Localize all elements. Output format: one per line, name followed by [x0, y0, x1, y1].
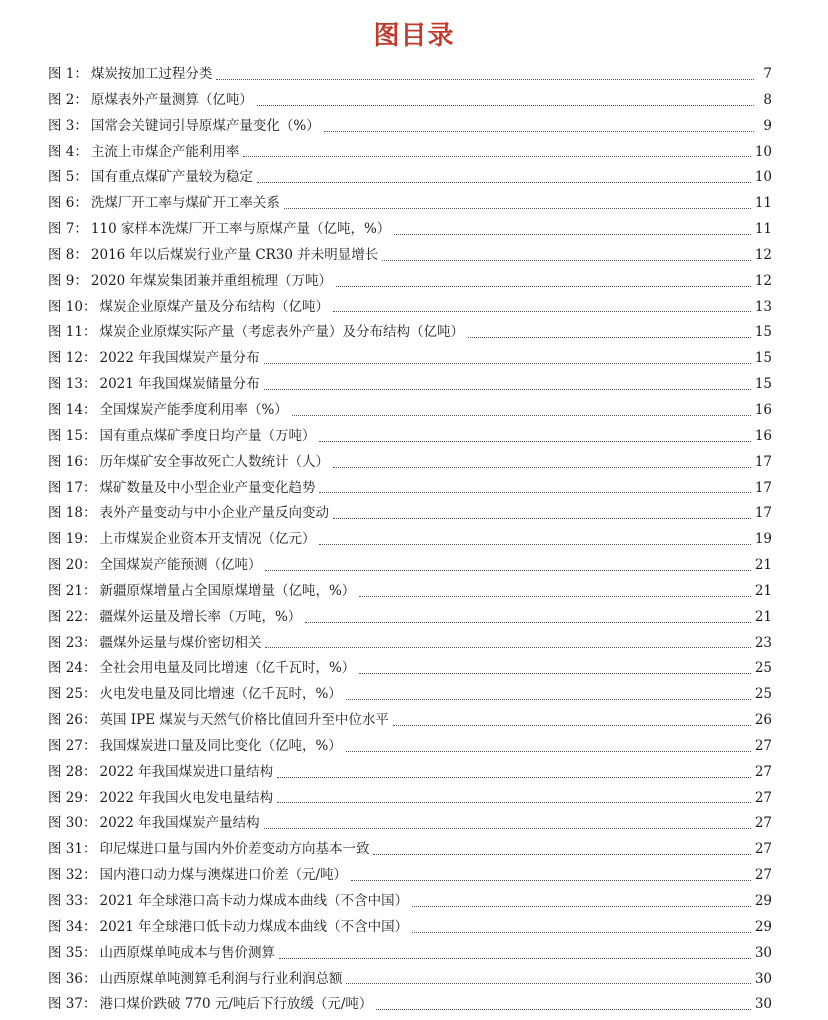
toc-entry-page-number[interactable]: 12 [754, 246, 772, 263]
toc-entry[interactable] [48, 708, 772, 734]
toc-entry-label: 图 17： [48, 479, 97, 496]
toc-entry-label: 图 14： [48, 401, 97, 418]
toc-entry-label: 图 37： [48, 996, 97, 1013]
toc-entry-label: 图 30： [48, 815, 97, 832]
toc-entry-page-number[interactable]: 27 [754, 815, 772, 832]
toc-entry[interactable] [48, 295, 772, 321]
toc-entry-label: 图 2： [48, 91, 88, 108]
toc-entry-label: 图 11： [48, 324, 97, 341]
toc-dot-leader [264, 388, 751, 390]
toc-entry[interactable] [48, 967, 772, 993]
toc-entry-label: 图 22： [48, 608, 97, 625]
toc-entry-page-number[interactable]: 7 [763, 66, 772, 82]
toc-entry[interactable] [48, 372, 772, 398]
toc-entry-label: 图 19： [48, 531, 97, 548]
toc-entry[interactable] [48, 191, 772, 217]
toc-entry-page-number[interactable]: 11 [754, 195, 772, 212]
toc-entry-title[interactable]: 2020 年煤炭集团兼并重组梳理（万吨） [90, 272, 333, 289]
toc-dot-leader [277, 776, 751, 778]
toc-entry-label: 图 12： [48, 350, 97, 367]
toc-entry-title[interactable]: 煤炭企业原煤产量及分布结构（亿吨） [99, 298, 329, 315]
toc-entry-title[interactable]: 港口煤价跌破 770 元/吨后下行放缓（元/吨） [99, 996, 373, 1013]
toc-entry-page-number[interactable]: 17 [754, 505, 772, 522]
toc-entry-page-number[interactable]: 30 [754, 996, 772, 1013]
toc-entry-title[interactable]: 全国煤炭产能预测（亿吨） [99, 557, 262, 574]
toc-entry-label: 图 1： [48, 66, 88, 82]
toc-entry-title[interactable]: 我国煤炭进口量及同比变化（亿吨，%） [99, 737, 342, 754]
toc-entry[interactable] [48, 527, 772, 553]
toc-entry-title[interactable]: 全国煤炭产能季度利用率（%） [99, 401, 288, 418]
toc-entry-title[interactable]: 山西原煤单吨测算毛利润与行业利润总额 [99, 970, 343, 987]
toc-entry-title[interactable]: 2016 年以后煤炭行业产量 CR30 并未明显增长 [90, 246, 379, 263]
toc-dot-leader [336, 285, 751, 287]
toc-entry-page-number[interactable]: 27 [754, 841, 772, 858]
toc-entry-label: 图 18： [48, 505, 97, 522]
toc-entry-label: 图 24： [48, 660, 97, 677]
toc-entry-page-number[interactable]: 27 [754, 789, 772, 806]
toc-entry-title[interactable]: 国有重点煤矿季度日均产量（万吨） [99, 427, 316, 444]
toc-entry[interactable] [48, 811, 772, 837]
toc-entry-page-number[interactable]: 21 [754, 608, 772, 625]
toc-entry-title[interactable]: 山西原煤单吨成本与售价测算 [99, 944, 275, 961]
toc-entry-title[interactable]: 煤炭企业原煤实际产量（考虑表外产量）及分布结构（亿吨） [99, 324, 464, 341]
toc-entry[interactable] [48, 682, 772, 708]
toc-entry-page-number[interactable]: 9 [763, 117, 772, 134]
toc-entry[interactable] [48, 734, 772, 760]
toc-entry-page-number[interactable]: 29 [754, 918, 772, 935]
toc-dot-leader [319, 440, 750, 442]
toc-entry[interactable] [48, 915, 772, 941]
toc-dot-leader [382, 259, 751, 261]
toc-dot-leader [376, 1008, 750, 1010]
toc-entry-label: 图 6： [48, 195, 88, 212]
toc-entry-title[interactable]: 煤炭按加工过程分类 [90, 66, 213, 82]
toc-entry-page-number[interactable]: 27 [754, 763, 772, 780]
toc-entry-title[interactable]: 2021 年全球港口低卡动力煤成本曲线（不含中国） [99, 918, 409, 935]
toc-entry[interactable] [48, 243, 772, 269]
toc-entry[interactable] [48, 837, 772, 863]
toc-entry-page-number[interactable]: 10 [754, 143, 772, 160]
toc-dot-leader [257, 104, 754, 106]
toc-dot-leader [393, 724, 751, 726]
toc-entry-page-number[interactable]: 17 [754, 453, 772, 470]
toc-entry[interactable] [48, 346, 772, 372]
toc-entry-page-number[interactable]: 16 [754, 401, 772, 418]
toc-entry-page-number[interactable]: 10 [754, 169, 772, 186]
toc-entry-title[interactable]: 火电发电量及同比增速（亿千瓦时，%） [99, 686, 342, 703]
toc-dot-leader [346, 982, 750, 984]
toc-entry-title[interactable]: 国常会关键词引导原煤产量变化（%） [90, 117, 320, 134]
toc-entry[interactable] [48, 450, 772, 476]
toc-entry-label: 图 35： [48, 944, 97, 961]
toc-entry-page-number[interactable]: 30 [754, 944, 772, 961]
toc-entry[interactable] [48, 579, 772, 605]
toc-entry-label: 图 20： [48, 557, 97, 574]
toc-entry[interactable] [48, 863, 772, 889]
toc-entry-label: 图 33： [48, 893, 97, 909]
toc-dot-leader [279, 957, 751, 959]
toc-entry-title[interactable]: 2022 年我国火电发电量结构 [99, 789, 274, 806]
toc-entry[interactable] [48, 656, 772, 682]
toc-dot-leader [257, 181, 751, 183]
toc-entry[interactable] [48, 424, 772, 450]
toc-entry-page-number[interactable]: 21 [754, 557, 772, 574]
toc-entry-title[interactable]: 2021 年我国煤炭储量分布 [99, 376, 260, 393]
toc-entry-title[interactable]: 印尼煤进口量与国内外价差变动方向基本一致 [99, 841, 370, 858]
toc-entry[interactable] [48, 88, 772, 114]
toc-entry[interactable] [48, 62, 772, 88]
toc-entry[interactable] [48, 320, 772, 346]
toc-dot-leader [359, 595, 751, 597]
toc-entry[interactable] [48, 631, 772, 657]
toc-entry-label: 图 29： [48, 789, 97, 806]
toc-dot-leader [264, 827, 751, 829]
toc-entry-label: 图 5： [48, 169, 88, 186]
toc-entry-title[interactable]: 主流上市煤企产能利用率 [90, 143, 240, 160]
toc-entry-label: 图 10： [48, 298, 97, 315]
toc-entry-page-number[interactable]: 21 [754, 582, 772, 599]
toc-dot-leader [412, 905, 751, 907]
toc-entry-page-number[interactable]: 23 [754, 634, 772, 651]
toc-entry-label: 图 7： [48, 221, 88, 238]
toc-entry-label: 图 13： [48, 376, 97, 393]
toc-entry-label: 图 31： [48, 841, 97, 858]
toc-entry-title[interactable]: 110 家样本洗煤厂开工率与原煤产量（亿吨，%） [90, 221, 391, 238]
toc-entry[interactable] [48, 941, 772, 967]
toc-entry[interactable] [48, 269, 772, 295]
toc-dot-leader [373, 853, 750, 855]
toc-dot-leader [324, 130, 754, 132]
toc-dot-leader [468, 336, 751, 338]
toc-entry-page-number[interactable]: 13 [754, 298, 772, 315]
toc-entry-label: 图 8： [48, 246, 88, 263]
toc-dot-leader [333, 466, 751, 468]
toc-entry-label: 图 25： [48, 686, 97, 703]
toc-entry-title[interactable]: 洗煤厂开工率与煤矿开工率关系 [90, 195, 280, 212]
toc-entry[interactable] [48, 992, 772, 1018]
toc-entry[interactable] [48, 501, 772, 527]
toc-entry-page-number[interactable]: 25 [754, 686, 772, 703]
toc-entry-page-number[interactable]: 26 [754, 712, 772, 729]
toc-entry-title[interactable]: 国有重点煤矿产量较为稳定 [90, 169, 253, 186]
toc-entry-label: 图 4： [48, 143, 88, 160]
toc-entry-title[interactable]: 疆煤外运量与煤价密切相关 [99, 634, 262, 651]
toc-entry-page-number[interactable]: 30 [754, 970, 772, 987]
toc-entry[interactable] [48, 476, 772, 502]
toc-dot-leader [319, 543, 750, 545]
page-title: 图目录 [373, 21, 455, 51]
toc-dot-leader [359, 672, 751, 674]
toc-entry[interactable] [48, 889, 772, 915]
toc-entry-page-number[interactable]: 11 [754, 221, 772, 238]
toc-entry-label: 图 34： [48, 918, 97, 935]
toc-entry[interactable] [48, 140, 772, 166]
toc-entry[interactable] [48, 605, 772, 631]
toc-entry-label: 图 36： [48, 970, 97, 987]
toc-entry-title[interactable]: 疆煤外运量及增长率（万吨，%） [99, 608, 302, 625]
toc-entry-page-number[interactable]: 29 [754, 893, 772, 909]
toc-entry-label: 图 23： [48, 634, 97, 651]
toc-entry-title[interactable]: 国内港口动力煤与澳煤进口价差（元/吨） [99, 867, 348, 884]
toc-dot-leader [333, 517, 751, 519]
toc-entry[interactable] [48, 114, 772, 140]
toc-entry-page-number[interactable]: 27 [754, 737, 772, 754]
toc-dot-leader [265, 646, 750, 648]
toc-entry-title[interactable]: 2022 年我国煤炭产量结构 [99, 815, 260, 832]
toc-dot-leader [346, 698, 751, 700]
toc-entry-page-number[interactable]: 15 [754, 376, 772, 393]
toc-entry-page-number[interactable]: 27 [754, 867, 772, 884]
toc-entry-title[interactable]: 历年煤矿安全事故死亡人数统计（人） [99, 453, 329, 470]
toc-dot-leader [394, 233, 751, 235]
toc-dot-leader [305, 621, 751, 623]
toc-dot-leader [346, 750, 751, 752]
toc-entry-title[interactable]: 新疆原煤增量占全国原煤增量（亿吨，%） [99, 582, 356, 599]
toc-entry-title[interactable]: 英国 IPE 煤炭与天然气价格比值回升至中位水平 [99, 712, 389, 729]
toc-entry[interactable] [48, 553, 772, 579]
toc-entry-label: 图 32： [48, 867, 97, 884]
toc-entry-label: 图 3： [48, 117, 88, 134]
toc-entry-title[interactable]: 表外产量变动与中小企业产量反向变动 [99, 505, 329, 522]
toc-entry-label: 图 28： [48, 763, 97, 780]
toc-dot-leader [319, 491, 750, 493]
toc-dot-leader [265, 569, 750, 571]
toc-dot-leader [277, 801, 751, 803]
toc-entry[interactable] [48, 786, 772, 812]
toc-dot-leader [264, 362, 751, 364]
toc-entry[interactable] [48, 398, 772, 424]
figure-toc-list [48, 62, 772, 1018]
toc-entry-label: 图 15： [48, 427, 97, 444]
toc-entry-page-number[interactable]: 19 [754, 531, 772, 548]
toc-entry[interactable] [48, 165, 772, 191]
toc-entry[interactable] [48, 217, 772, 243]
toc-dot-leader [284, 207, 751, 209]
toc-dot-leader [351, 879, 751, 881]
toc-entry-page-number[interactable]: 17 [754, 479, 772, 496]
toc-dot-leader [243, 155, 750, 157]
toc-entry-label: 图 27： [48, 737, 97, 754]
toc-entry[interactable] [48, 760, 772, 786]
toc-entry-title[interactable]: 上市煤炭企业资本开支情况（亿元） [99, 531, 316, 548]
toc-entry-title[interactable]: 2022 年我国煤炭产量分布 [99, 350, 260, 367]
toc-entry-page-number[interactable]: 16 [754, 427, 772, 444]
toc-entry-page-number[interactable]: 15 [754, 350, 772, 367]
toc-entry-label: 图 21： [48, 582, 97, 599]
toc-entry-label: 图 9： [48, 272, 88, 289]
toc-entry-label: 图 26： [48, 712, 97, 729]
toc-entry-page-number[interactable]: 8 [763, 91, 772, 108]
toc-entry-title[interactable]: 煤矿数量及中小型企业产量变化趋势 [99, 479, 316, 496]
toc-dot-leader [216, 78, 754, 80]
toc-dot-leader [333, 310, 751, 312]
toc-dot-leader [412, 931, 751, 933]
toc-entry-label: 图 16： [48, 453, 97, 470]
toc-entry-title[interactable]: 原煤表外产量测算（亿吨） [90, 91, 253, 108]
toc-dot-leader [292, 414, 751, 416]
toc-entry-page-number[interactable]: 25 [754, 660, 772, 677]
toc-entry-page-number[interactable]: 12 [754, 272, 772, 289]
toc-entry-title[interactable]: 2022 年我国煤炭进口量结构 [99, 763, 274, 780]
toc-entry-title[interactable]: 2021 年全球港口高卡动力煤成本曲线（不含中国） [99, 893, 409, 909]
toc-entry-title[interactable]: 全社会用电量及同比增速（亿千瓦时，%） [99, 660, 356, 677]
toc-entry-page-number[interactable]: 15 [754, 324, 772, 341]
